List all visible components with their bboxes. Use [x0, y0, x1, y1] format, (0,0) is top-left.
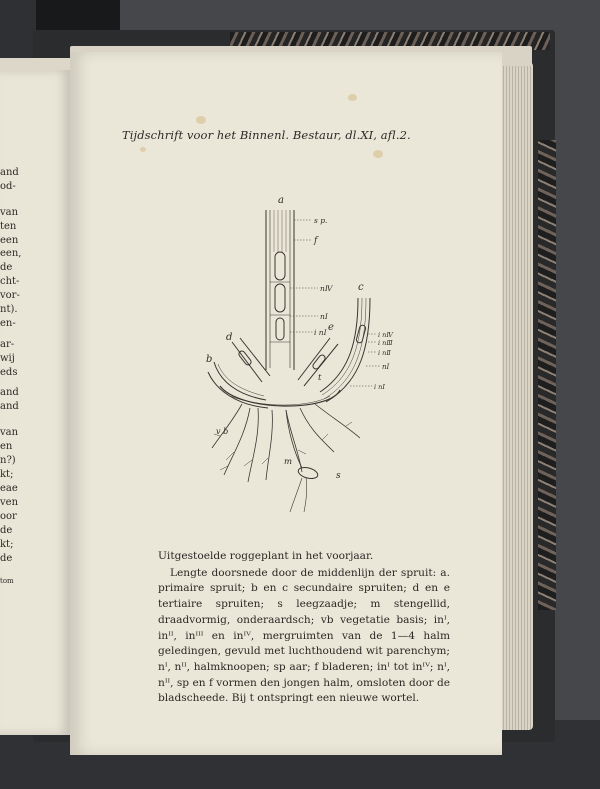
pith-cavity	[276, 318, 284, 340]
tertiary-shoot-d	[232, 338, 270, 382]
pith-cavity	[275, 284, 285, 312]
pith-cavity	[275, 252, 285, 280]
left-text-fragment: de	[0, 262, 13, 273]
left-page	[0, 70, 72, 735]
label-in-iii: i nⅢ	[378, 339, 393, 347]
label-f: f	[314, 236, 318, 246]
primary-shoot-inner	[270, 210, 290, 368]
left-text-fragment: en-	[0, 318, 16, 329]
left-text-fragment: een,	[0, 248, 22, 259]
left-text-fragment: wij	[0, 353, 15, 364]
left-text-fragment: van	[0, 207, 19, 218]
label-c: c	[358, 282, 364, 293]
label-e: e	[328, 322, 334, 333]
left-text-fragment: de	[0, 525, 13, 536]
label-n-iii: nⅣ	[320, 284, 333, 293]
left-text-fragment: od-	[0, 181, 16, 192]
foxing-spot	[196, 116, 206, 124]
left-text-fragment: eds	[0, 367, 18, 378]
sheath-lines	[274, 210, 286, 252]
label-n-i-c: nⅠ	[382, 363, 390, 371]
caption-title: Uitgestoelde roggeplant in het voorjaar.	[158, 550, 374, 562]
secondary-shoot-c-inner	[322, 298, 366, 399]
foxing-spot	[348, 94, 357, 101]
label-in-i-c: i nⅠ	[374, 383, 385, 391]
leader-lines	[290, 220, 380, 386]
left-text-fragment: n?)	[0, 455, 16, 466]
seed-roots	[290, 478, 307, 512]
secondary-shoot-b	[208, 362, 268, 408]
label-n-i: nⅠ	[320, 312, 328, 321]
label-in-ii: i nⅡ	[378, 349, 391, 357]
label-a: a	[278, 195, 284, 206]
label-in-iv: i nⅣ	[378, 331, 393, 339]
left-text-fragment: eae	[0, 483, 18, 494]
left-text-fragment: nt).	[0, 304, 18, 315]
plant-illustration	[190, 190, 420, 525]
left-text-fragment: cht-	[0, 276, 20, 287]
foxing-spot	[140, 147, 146, 152]
left-text-fragment: and	[0, 167, 19, 178]
left-text-fragment: ar-	[0, 339, 15, 350]
label-in-i: i nⅠ	[314, 328, 327, 337]
marbled-cover-right	[538, 140, 556, 610]
left-text-fragment: and	[0, 387, 19, 398]
label-t: t	[318, 373, 322, 383]
running-header: Tijdschrift voor het Binnenl. Bestaur, dl.XI, afl.2.	[122, 128, 411, 142]
caption-body: Lengte doorsnede door de middenlijn der spruit: a. primaire spruit; b en c secundaire spruiten; d en e tertiaire spruiten; s leegzaadje; m stengellid, draadvormig, onderaardsch; vb vegetatie basis; inᴵ, inᴵᴵ, inᴵᴵᴵ en inᴵⱽ, mergruimten van de 1—4 halm geledingen, gevuld met luchthoudend wit parenchym; nᴵ, nᴵᴵ, halmknoopen; sp aar; f bladeren; inᴵ tot inᴵⱽ; nᴵ, nᴵᴵ, sp en f vormen den jongen halm, omsloten door de bladscheede. Bij t ontspringt een nieuwe wortel.	[158, 566, 450, 705]
pith-cavity	[238, 350, 253, 366]
left-text-fragment: ven	[0, 497, 19, 508]
label-b: b	[206, 354, 213, 365]
left-text-fragment: and	[0, 401, 19, 412]
label-m: m	[284, 457, 293, 467]
left-text-fragment: van	[0, 427, 19, 438]
left-text-fragment: een	[0, 235, 19, 246]
left-text-fragment: oor	[0, 511, 17, 522]
left-text-fragment: ten	[0, 221, 17, 232]
seed-s	[297, 466, 319, 481]
left-text-fragment: vor-	[0, 290, 20, 301]
label-sp: s p.	[314, 216, 328, 225]
root-hairs	[214, 422, 352, 470]
vegetation-base	[220, 386, 340, 406]
left-text-fragment: tom	[0, 577, 14, 585]
label-s: s	[336, 471, 341, 481]
left-text-fragment: en	[0, 441, 13, 452]
foxing-spot	[373, 150, 383, 158]
left-text-fragment: kt;	[0, 469, 14, 480]
figure-caption	[158, 549, 450, 707]
left-text-fragment: kt;	[0, 539, 14, 550]
left-text-fragment: de	[0, 553, 13, 564]
label-d: d	[226, 332, 233, 343]
label-vb: v b	[216, 427, 229, 436]
